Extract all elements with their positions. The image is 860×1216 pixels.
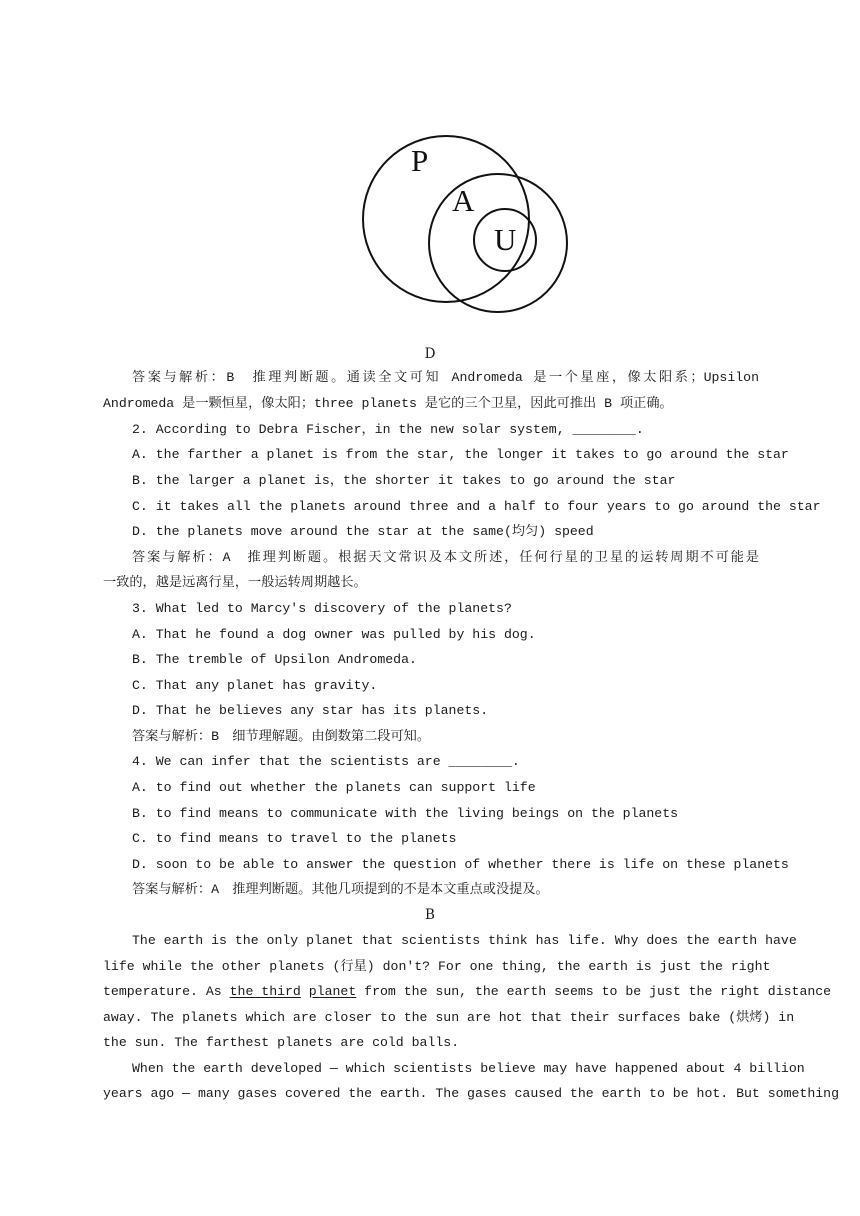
answer-2-line-2: 一致的，越是远离行星，一般运转周期越长。: [103, 575, 367, 590]
question-3: 3. What led to Marcy's discovery of the planets?: [132, 601, 512, 616]
passage-b-p2-line-1: When the earth developed — which scientists believe may have happened about 4 billion: [132, 1061, 805, 1076]
label-u: U: [494, 222, 517, 257]
outer-circle: [363, 136, 529, 302]
passage-b-p1-line-2: life while the other planets (行星) don't? For one thing, the earth is just the right: [103, 959, 771, 974]
question-4-option-b: B. to find means to communicate with the living beings on the planets: [132, 806, 679, 821]
answer-4: 答案与解析：A 推理判断题。其他几项提到的不是本文重点或没提及。: [132, 882, 549, 897]
answer-3: 答案与解析：B 细节理解题。由倒数第二段可知。: [132, 729, 431, 744]
question-3-option-c: C. That any planet has gravity.: [132, 678, 378, 693]
underlined-phrase-the-third: the third: [229, 984, 301, 999]
question-2-option-c: C. it takes all the planets around three and a half to four years to go around the star: [132, 499, 821, 514]
answer-2-line-1: 答案与解析：A 推理判断题。根据天文常识及本文所述，任何行星的卫星的运转周期不可能是: [132, 550, 759, 565]
question-2: 2. According to Debra Fischer，in the new solar system, ________.: [132, 422, 644, 437]
question-3-option-d: D. That he believes any star has its planets.: [132, 703, 489, 718]
question-2-option-a: A. the farther a planet is from the star, the longer it takes to go around the star: [132, 447, 789, 462]
answer-1-line-1: 答案与解析：B 推理判断题。通读全文可知 Andromeda 是一个星座，像太阳系；Upsilon: [132, 370, 759, 385]
passage-b-p1-line-3: [103, 983, 832, 1001]
passage-b-p1-line-1: The earth is the only planet that scientists think has life. Why does the earth have: [132, 933, 797, 948]
circles-svg: [0, 0, 860, 345]
text-run: [301, 984, 309, 999]
passage-b-p2-line-2: years ago — many gases covered the earth. The gases caused the earth to be hot. But something: [103, 1086, 839, 1101]
question-4: 4. We can infer that the scientists are ________.: [132, 754, 520, 769]
question-2-option-b: B. the larger a planet is，the shorter it takes to go around the star: [132, 473, 676, 488]
text-run: temperature. As: [103, 984, 230, 999]
passage-b-p1-line-4: away. The planets which are closer to the sun are hot that their surfaces bake (烘烤) in: [103, 1010, 795, 1025]
underlined-word-planet: planet: [308, 984, 357, 999]
label-a: A: [452, 183, 475, 218]
answer-1-line-2: Andromeda 是一颗恒星，像太阳；three planets 是它的三个卫星，因此可推出 B 项正确。: [103, 396, 673, 411]
question-4-option-c: C. to find means to travel to the planets: [132, 831, 457, 846]
question-4-option-a: A. to find out whether the planets can support life: [132, 780, 536, 795]
passage-b-p1-line-5: the sun. The farthest planets are cold balls.: [103, 1035, 460, 1050]
question-2-option-d: D. the planets move around the star at the same(均匀) speed: [132, 524, 594, 539]
question-3-option-a: A. That he found a dog owner was pulled by his dog.: [132, 627, 536, 642]
question-3-option-b: B. The tremble of Upsilon Andromeda.: [132, 652, 417, 667]
section-b-heading: B: [425, 907, 435, 923]
label-p: P: [411, 143, 429, 178]
text-run: from the sun, the earth seems to be just the right distance: [356, 984, 832, 999]
question-4-option-d: D. soon to be able to answer the question of whether there is life on these planets: [132, 857, 789, 872]
diagram-caption: D: [424, 346, 436, 362]
